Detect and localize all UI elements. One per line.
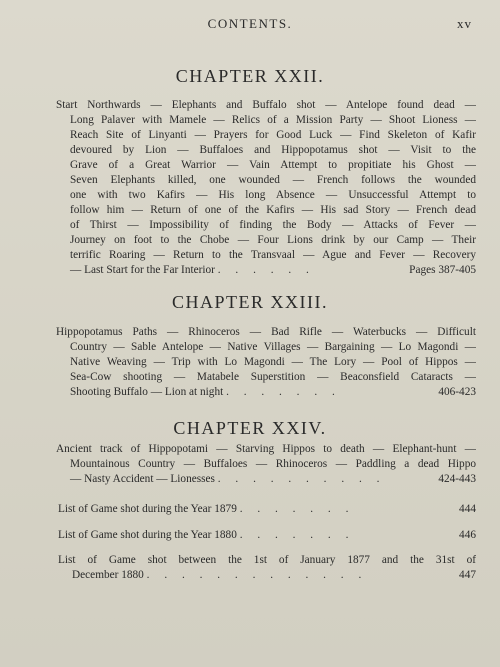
synopsis-last-line [56, 385, 476, 400]
synopsis-line: Seven Elephants killed, one wounded — French follows the wounded [70, 174, 476, 186]
running-head [0, 16, 500, 36]
synopsis-last-line [56, 263, 476, 278]
list-entry-text: List of Game shot during the Year 1879 [58, 503, 237, 515]
list-entry [58, 553, 476, 583]
list-entry-page: 444 [459, 503, 476, 515]
leader-dots: . . . . . . . [239, 529, 355, 541]
list-entry-page: 446 [459, 529, 476, 541]
synopsis-line: of Thirst — Impossibility of finding the Body — Attacks of Fever — [70, 219, 476, 231]
synopsis-line: Sea-Cow shooting — Matabele Superstition — Beaconsfield Cataracts — [70, 371, 476, 383]
running-head-title: CONTENTS. [207, 16, 293, 31]
synopsis-line: devoured by Lion — Buffaloes and Hippopotamus shot — Visit to the [70, 144, 476, 156]
page-range: 424-443 [438, 473, 476, 485]
synopsis-line: Shooting Buffalo — Lion at night [70, 386, 224, 398]
synopsis-line: Ancient track of Hippopotami — Starving Hippos to death — Elephant-hunt — [56, 443, 476, 455]
list-entry [58, 502, 476, 517]
chapter-title: CHAPTER XXII. [175, 66, 325, 86]
leader-dots: . . . . . . . [239, 503, 355, 515]
chapter-title: CHAPTER XXIV. [173, 418, 327, 438]
synopsis-line: Start Northwards — Elephants and Buffalo shot — Antelope found dead — [56, 99, 476, 111]
page-range: 406-423 [438, 386, 476, 398]
list-entry-text: December 1880 [72, 569, 144, 581]
synopsis-line: Long Palaver with Mamele — Relics of a Mission Party — Shoot Lioness — [70, 114, 476, 126]
synopsis-line: Grave of a Great Warrior — Vain Attempt to propitiate his Ghost — [70, 159, 476, 171]
leader-dots: . . . . . . . . . . . . . [146, 569, 368, 581]
leader-dots: . . . . . . [217, 264, 315, 276]
synopsis-line: follow him — Return of one of the Kafirs — His sad Story — French dead [70, 204, 476, 216]
synopsis-line: Native Weaving — Trip with Lo Magondi — The Lory — Pool of Hippos — [70, 356, 476, 368]
leader-dots: . . . . . . . [226, 386, 341, 398]
synopsis-line: — Nasty Accident — Lionesses [70, 473, 215, 485]
list-entry-last-line [58, 568, 476, 583]
synopsis-line: terrific Roaring — Return to the Transvaal — Ague and Fever — Recovery [70, 249, 476, 261]
list-entry [58, 528, 476, 543]
chapter-synopsis [56, 442, 476, 487]
chapter-title: CHAPTER XXIII. [172, 292, 328, 312]
chapter-synopsis [56, 325, 476, 400]
synopsis-line: Country — Sable Antelope — Native Villages — Bargaining — Lo Magondi — [70, 341, 476, 353]
chapter-synopsis [56, 98, 476, 278]
synopsis-line: Mountainous Country — Buffaloes — Rhinoceros — Paddling a dead Hippo [70, 458, 476, 470]
page-range: Pages 387-405 [409, 264, 476, 276]
synopsis-line: — Last Start for the Far Interior [70, 264, 215, 276]
synopsis-last-line [56, 472, 476, 487]
list-entry-text: List of Game shot between the 1st of January 1877 and the 31st of [58, 554, 476, 566]
synopsis-line: Hippopotamus Paths — Rhinoceros — Bad Rifle — Waterbucks — Difficult [56, 326, 476, 338]
synopsis-line: Journey on foot to the Chobe — Four Lions drink by our Camp — Their [70, 234, 476, 246]
synopsis-line: one with two Kafirs — His long Absence — Unsuccessful Attempt to [70, 189, 476, 201]
leader-dots: . . . . . . . . . . [217, 473, 386, 485]
list-entry-page: 447 [459, 569, 476, 581]
synopsis-line: Reach Site of Linyanti — Prayers for Good Luck — Find Skeleton of Kafir [70, 129, 476, 141]
page-number: xv [457, 16, 472, 31]
list-entry-text: List of Game shot during the Year 1880 [58, 529, 237, 541]
